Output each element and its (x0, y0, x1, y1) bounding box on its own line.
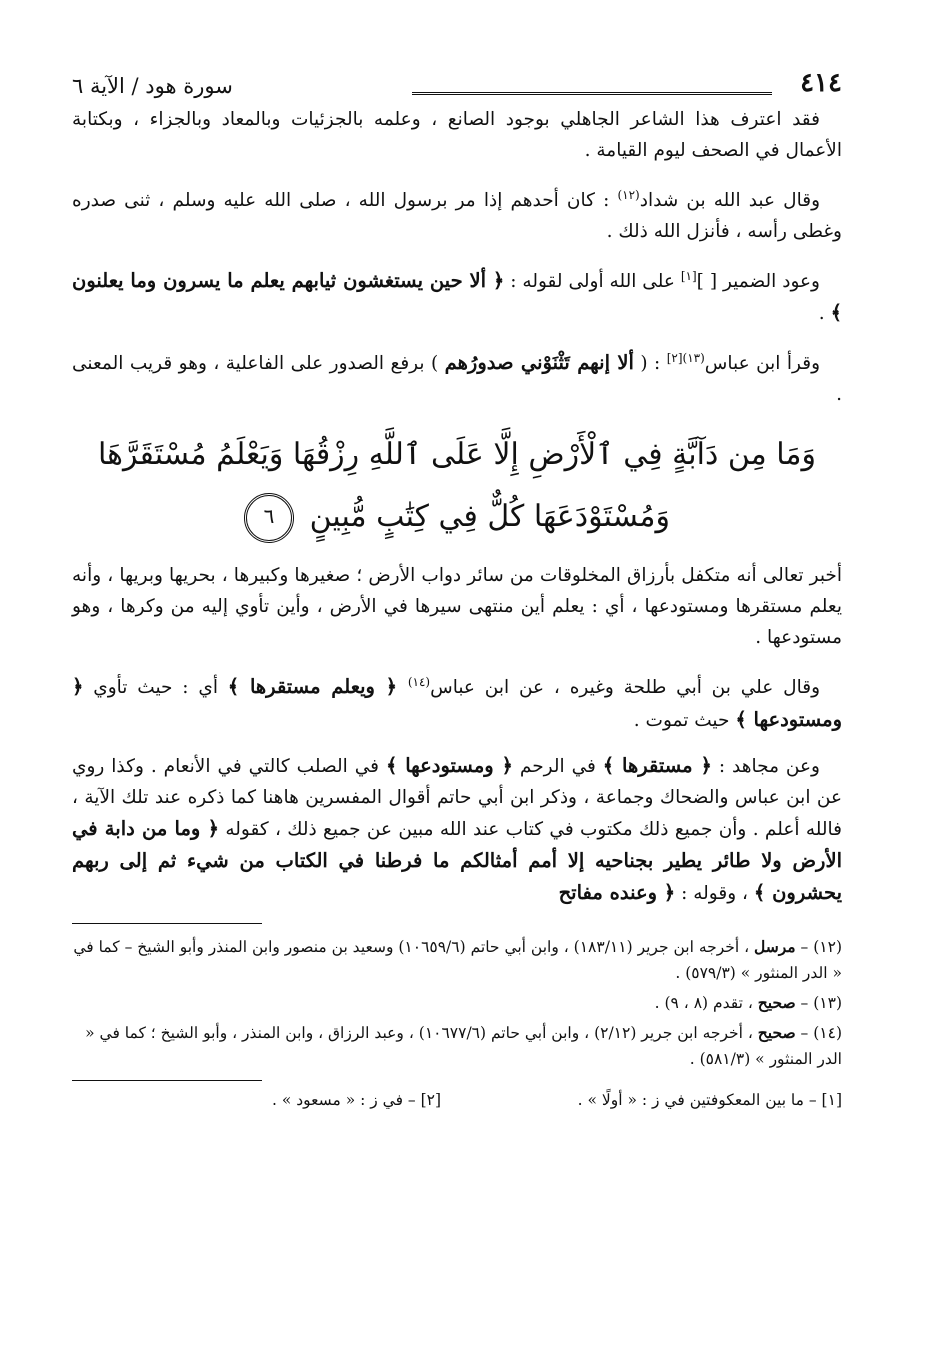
quran-quote: ﴿ ويعلم مستقرها ﴾ (227, 675, 408, 699)
quran-quote: ﴿ ومستودعها ﴾ (385, 753, 513, 777)
notes-separator (72, 1080, 262, 1081)
book-page (72, 60, 842, 1109)
paragraph-4 (72, 343, 842, 410)
verse-text: وَمَا مِن دَآبَّةٍ فِي ٱلْأَرْضِ إِلَّا عَلَى ٱللَّهِ رِزْقُهَا وَيَعْلَمُ مُسْتَقَرَّهَا وَمُسْتَوْدَعَهَا كُلٌّ فِي كِتَٰبٍ مُّبِينٍ (98, 437, 816, 535)
footnote-number: (١٣) – (795, 993, 842, 1012)
footnote-13 (72, 990, 842, 1016)
quran-quote: ﴿ وما من دابة في الأرض ولا طائر يطير بجناحيه إلا أمم أمثالكم ما فرطنا في الكتاب من شيء ثم إلى ربهم يحشرون ﴾ (72, 816, 842, 904)
footnote-text: ، تقدم (٨ ، ٩) . (654, 993, 758, 1012)
quran-reading: ألا إنهم تَثْنَوْني صدورُهم (444, 351, 634, 375)
paragraph-5 (72, 560, 842, 653)
paragraph-1 (72, 104, 842, 166)
editor-note-2: [٢] – في ز : « مسعود » . (272, 1090, 442, 1109)
paragraph-text: أي : حيث تأوي (83, 677, 228, 699)
paragraph-text: على الله أولى لقوله : (504, 271, 681, 293)
quran-quote: ﴿ ألا حين يستغشون ثيابهم يعلم ما يسرون وما يعلنون ﴾ (72, 269, 842, 325)
footnote-text: ، أخرجه ابن جرير (١٨٣/١١) ، وابن أبي حاتم (١٠٦٥٩/٦) وسعيد بن منصور وابن المنذر وأبو الشيخ – كما في « الدر المنثور » (٥٧٩/٣) . (73, 937, 842, 982)
quran-quote: ﴿ ومستودعها ﴾ (72, 675, 842, 731)
footnote-number: (١٤) – (795, 1023, 842, 1042)
page-header (72, 60, 842, 104)
quran-quote: ﴿ مستقرها ﴾ (602, 753, 712, 777)
paragraph-2 (72, 180, 842, 247)
paragraph-7 (72, 750, 842, 909)
grading-label: مرسل (754, 936, 796, 956)
paragraph-text: : ( (633, 353, 667, 375)
ayah-number-marker: ٦ (244, 493, 294, 543)
paragraph-text: وعن مجاهد : (711, 755, 820, 777)
header-rule (412, 92, 772, 98)
page-number: ٤١٤ (800, 68, 842, 98)
paragraph-text: . (818, 303, 831, 325)
paragraph-text: ) برفع الصدور على الفاعلية ، وهو قريب المعنى . (72, 353, 842, 406)
editor-note-1: [١] – ما بين المعكوفتين في ز : « أولًا » . (577, 1090, 842, 1109)
quran-verse (72, 424, 842, 548)
footnote-text: ، أخرجه ابن جرير (٢/١٢) ، وابن أبي حاتم (١٠٦٧٧/٦) ، وعبد الرزاق ، وابن المنذر ، وأبو الشيخ ؛ كما في « الدر المنثور » (٥٨١/٣) . (85, 1023, 842, 1068)
paragraph-text: ، وقوله : (675, 882, 754, 904)
paragraph-text: في الرحم (512, 755, 603, 777)
editor-notes (72, 1091, 842, 1109)
paragraph-text: حيث تموت . (633, 709, 736, 731)
footnote-14 (72, 1020, 842, 1072)
paragraph-text: وعود الضمير [ ] (696, 271, 820, 293)
paragraph-text: وقرأ ابن عباس (704, 353, 821, 375)
paragraph-text: وقال علي بن أبي طلحة وغيره ، عن ابن عباس (430, 677, 821, 699)
quran-quote: ﴿ وعنده مفاتح (558, 880, 676, 904)
note-ref-1[interactable]: [١] (680, 269, 697, 284)
paragraph-text: فقد اعترف هذا الشاعر الجاهلي بوجود الصانع ، وعلمه بالجزئيات وبالمعاد وبالجزاء ، وبكتابة الأعمال في الصحف ليوم القيامة . (72, 109, 842, 161)
paragraph-6 (72, 667, 842, 735)
grading-label: صحيح (757, 992, 796, 1012)
paragraph-text: في الصلب كالتي في الأنعام . وكذا روي عن ابن عباس والضحاك وجماعة ، وذكر ابن أبي حاتم أقوال المفسرين هاهنا كما ذكره عند تلك الآية ، فالله أعلم . وأن جميع ذلك مكتوب في كتاب عند الله مبين عن جميع ذلك ، كقوله (72, 755, 842, 840)
footnote-ref-14[interactable]: (١٤) (407, 675, 431, 690)
paragraph-text: : كان أحدهم إذا مر برسول الله ، صلى الله عليه وسلم ، ثنى صدره وغطى رأسه ، فأنزل الله ذلك . (72, 190, 842, 243)
paragraph-text: وقال عبد الله بن شداد (639, 190, 820, 212)
footnote-12 (72, 934, 842, 986)
surah-label: سورة هود / الآية ٦ (72, 74, 233, 98)
footnote-separator (72, 923, 262, 924)
footnote-ref-12[interactable]: (١٢) (617, 188, 640, 202)
footnote-number: (١٢) – (795, 937, 842, 956)
footnote-ref-13[interactable]: (١٣)[٢] (666, 351, 705, 366)
paragraph-3 (72, 261, 842, 329)
paragraph-text: أخبر تعالى أنه متكفل بأرزاق المخلوقات من سائر دواب الأرض ؛ صغيرها وكبيرها ، بحريها وبريها ، وأنه يعلم مستقرها ومستودعها ، أي : يعلم أين منتهى سيرها في الأرض ، وأين تأوي إليه من وكرها ، وهو مستودعها . (72, 565, 842, 649)
grading-label: صحيح (757, 1022, 796, 1042)
